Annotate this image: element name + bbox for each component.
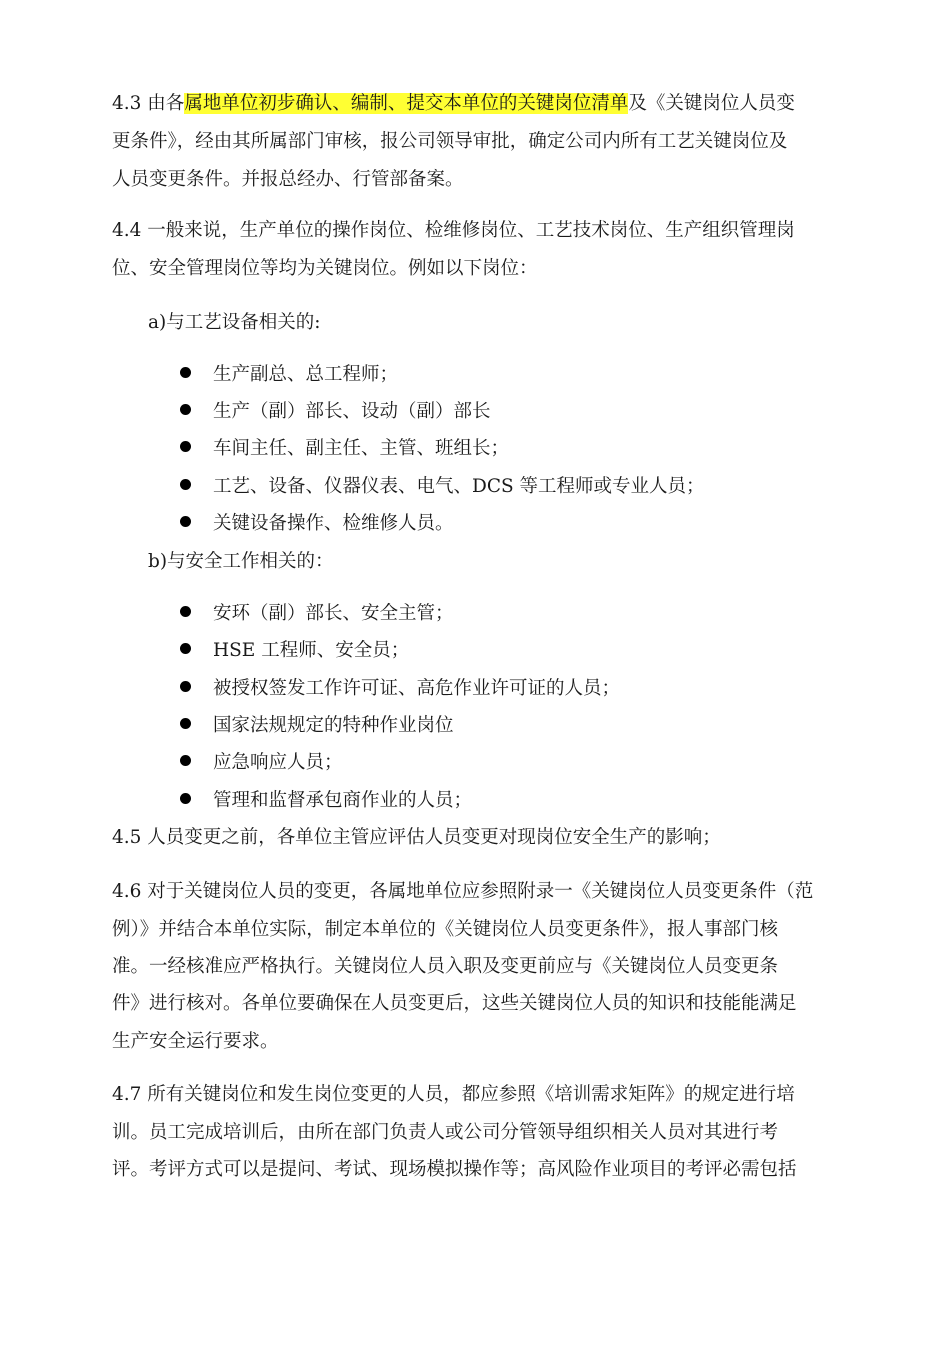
paragraph-4-7-line-2: 训。员工完成培训后，由所在部门负责人或公司分管领导组织相关人员对其进行考 (112, 1122, 779, 1143)
paragraph-4-6-line-2: 例）》并结合本单位实际，制定本单位的《关键岗位人员变更条件》，报人事部门核 (112, 919, 779, 940)
list-item-text: HSE 工程师、安全员； (213, 640, 410, 661)
list-item-text: 关键设备操作、检维修人员。 (213, 513, 454, 534)
paragraph-4-3-line-3: 人员变更条件。并报总经办、行管部备案。 (112, 169, 464, 190)
list-item (180, 436, 509, 462)
list-item-text: 生产副总、总工程师； (213, 364, 399, 385)
list-item-text: 国家法规规定的特种作业岗位 (213, 715, 454, 736)
paragraph-4-7-line-3: 评。考评方式可以是提问、考试、现场模拟操作等；高风险作业项目的考评必需包括 (112, 1159, 797, 1180)
list-item-text: 管理和监督承包商作业的人员； (213, 790, 473, 811)
paragraph-4-6-line-4: 件》进行核对。各单位要确保在人员变更后，这些关键岗位人员的知识和技能能满足 (112, 993, 797, 1014)
list-item (180, 638, 409, 664)
list-item-text: 应急响应人员； (213, 752, 343, 773)
list-item (180, 750, 343, 776)
list-item (180, 511, 454, 537)
paragraph-4-3-line-1 (112, 91, 795, 117)
list-item (180, 474, 705, 500)
bullet-icon (180, 755, 191, 766)
list-item-text: 被授权签发工作许可证、高危作业许可证的人员； (213, 678, 621, 699)
highlighted-text: 属地单位初步确认、编制、提交本单位的关键岗位清单 (184, 93, 629, 114)
list-item (180, 362, 398, 388)
list-item (180, 713, 454, 739)
group-b-label: b)与安全工作相关的： (148, 551, 334, 572)
bullet-icon (180, 367, 191, 378)
list-item (180, 601, 454, 627)
paragraph-4-6-line-1: 4.6 对于关键岗位人员的变更，各属地单位应参照附录一《关键岗位人员变更条件（范 (112, 881, 814, 902)
bullet-icon (180, 479, 191, 490)
paragraph-4-5-line-1: 4.5 人员变更之前，各单位主管应评估人员变更对现岗位安全生产的影响； (112, 827, 721, 848)
bullet-icon (180, 681, 191, 692)
list-item (180, 399, 491, 425)
bullet-icon (180, 606, 191, 617)
paragraph-4-6-line-5: 生产安全运行要求。 (112, 1031, 279, 1052)
text-span: 及《关键岗位人员变 (628, 93, 795, 114)
paragraph-4-3-line-2: 更条件》，经由其所属部门审核，报公司领导审批，确定公司内所有工艺关键岗位及 (112, 131, 788, 152)
bullet-icon (180, 441, 191, 452)
paragraph-4-4-line-1: 4.4 一般来说，生产单位的操作岗位、检维修岗位、工艺技术岗位、生产组织管理岗 (112, 220, 795, 241)
list-item (180, 676, 620, 702)
list-item-text: 车间主任、副主任、主管、班组长； (213, 438, 510, 459)
bullet-icon (180, 643, 191, 654)
bullet-icon (180, 404, 191, 415)
paragraph-4-4-line-2: 位、安全管理岗位等均为关键岗位。例如以下岗位： (112, 258, 538, 279)
group-a-label: a)与工艺设备相关的: (148, 312, 321, 333)
text-span: 4.3 由各 (112, 93, 185, 114)
bullet-icon (180, 793, 191, 804)
list-item-text: 生产（副）部长、设动（副）部长 (213, 401, 491, 422)
paragraph-4-6-line-3: 准。一经核准应严格执行。关键岗位人员入职及变更前应与《关键岗位人员变更条 (112, 956, 779, 977)
list-item-text: 安环（副）部长、安全主管； (213, 603, 454, 624)
list-item-text: 工艺、设备、仪器仪表、电气、DCS 等工程师或专业人员； (213, 476, 705, 497)
bullet-icon (180, 718, 191, 729)
paragraph-4-7-line-1: 4.7 所有关键岗位和发生岗位变更的人员，都应参照《培训需求矩阵》的规定进行培 (112, 1084, 795, 1105)
bullet-icon (180, 516, 191, 527)
list-item (180, 788, 472, 814)
